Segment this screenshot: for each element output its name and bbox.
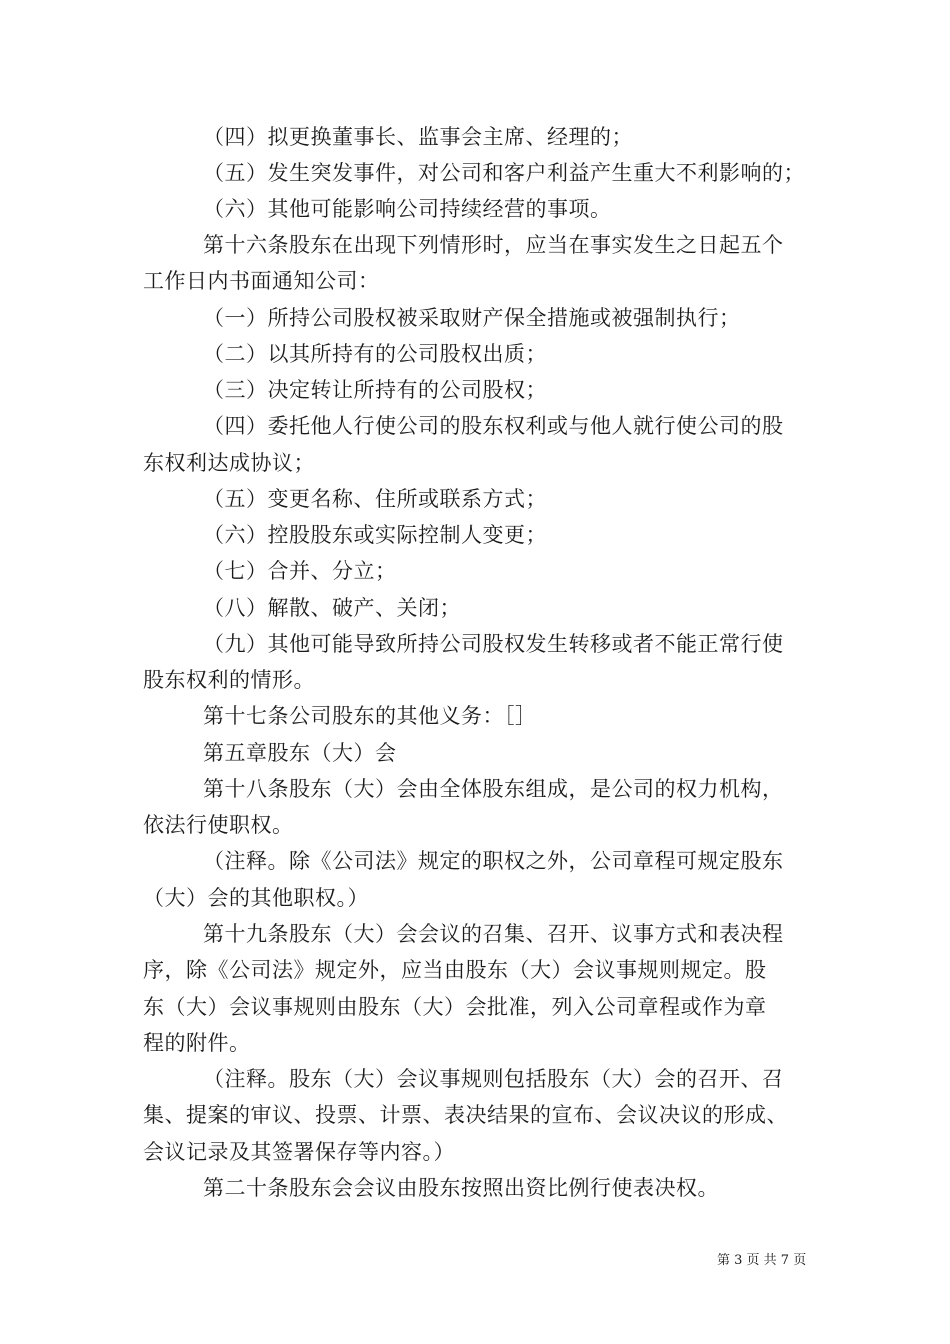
text-line: 东（大）会议事规则由股东（大）会批准，列入公司章程或作为章 — [143, 995, 767, 1019]
text-line: 第十六条股东在出现下列情形时，应当在事实发生之日起五个 — [203, 233, 784, 257]
text-line: 序，除《公司法》规定外，应当由股东（大）会议事规则规定。股 — [143, 958, 767, 982]
text-line: （六）控股股东或实际控制人变更； — [203, 523, 547, 547]
text-line: （五）发生突发事件，对公司和客户利益产生重大不利影响的； — [203, 161, 805, 185]
text-line: （三）决定转让所持有的公司股权； — [203, 378, 547, 402]
text-line: （四）拟更换董事长、监事会主席、经理的； — [203, 125, 633, 149]
text-line: （八）解散、破产、关闭； — [203, 596, 461, 620]
text-line: 集、提案的审议、投票、计票、表决结果的宣布、会议决议的形成、 — [143, 1103, 788, 1127]
text-line: （九）其他可能导致所持公司股权发生转移或者不能正常行使 — [203, 632, 784, 656]
section-heading: 第五章股东（大）会 — [203, 741, 397, 765]
text-line: （一）所持公司股权被采取财产保全措施或被强制执行； — [203, 306, 741, 330]
text-line: 依法行使职权。 — [143, 813, 294, 837]
text-line: 程的附件。 — [143, 1031, 251, 1055]
text-line: （六）其他可能影响公司持续经营的事项。 — [203, 197, 612, 221]
text-line: 工作日内书面通知公司： — [143, 269, 380, 293]
text-line: （五）变更名称、住所或联系方式； — [203, 487, 547, 511]
text-line: 股东权利的情形。 — [143, 668, 315, 692]
text-line: （七）合并、分立； — [203, 559, 397, 583]
text-line: 第二十条股东会会议由股东按照出资比例行使表决权。 — [203, 1176, 719, 1200]
text-line: （注释。股东（大）会议事规则包括股东（大）会的召开、召 — [203, 1067, 784, 1091]
text-line: 会议记录及其签署保存等内容。） — [143, 1140, 455, 1164]
text-line: 东权利达成协议； — [143, 451, 315, 475]
text-line: 第十七条公司股东的其他义务：［］ — [203, 704, 537, 728]
text-line: 第十九条股东（大）会会议的召集、召开、议事方式和表决程 — [203, 922, 784, 946]
text-line: （二）以其所持有的公司股权出质； — [203, 342, 547, 366]
page-number: 第 3 页 共 7 页 — [717, 1253, 807, 1268]
text-line: 第十八条股东（大）会由全体股东组成，是公司的权力机构， — [203, 777, 784, 801]
text-line: （四）委托他人行使公司的股东权利或与他人就行使公司的股 — [203, 414, 784, 438]
text-line: （大）会的其他职权。） — [143, 886, 369, 910]
text-line: （注释。除《公司法》规定的职权之外，公司章程可规定股东 — [203, 849, 784, 873]
